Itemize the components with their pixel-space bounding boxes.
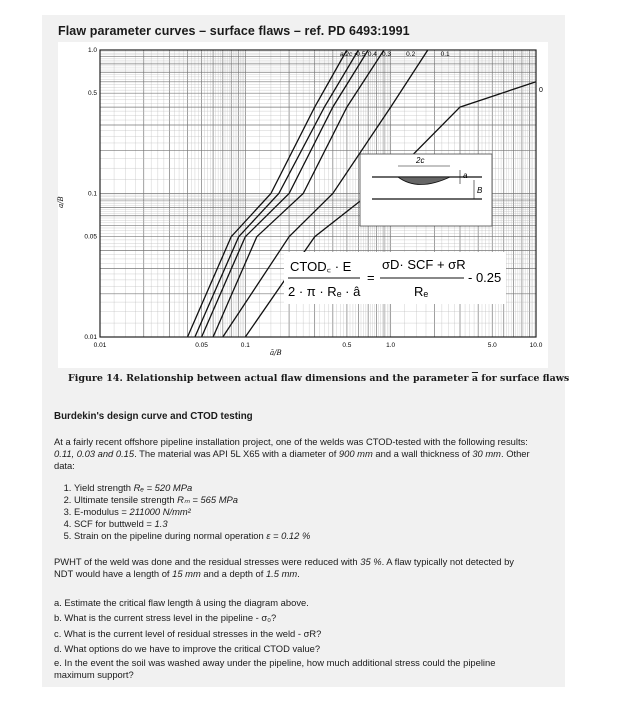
sketch-label-b: B — [477, 186, 483, 195]
intro-text-3: and a wall thickness of — [372, 448, 473, 459]
formula-left-denominator: 2 · π · Rₑ · â — [288, 284, 361, 299]
flaw-parameter-chart — [58, 42, 548, 368]
ratio-value-label: 0.4 — [367, 51, 377, 58]
right-curve-label: 0 — [539, 87, 543, 94]
ratio-value-label: 0.5 — [356, 51, 366, 58]
x-tick-label: 0.5 — [342, 342, 352, 349]
ctod-formula — [284, 252, 506, 304]
intro-text-4: . Other data: — [54, 448, 530, 471]
x-axis-label: ā/B — [270, 349, 282, 357]
y-tick-label: 0.01 — [84, 334, 97, 341]
list-item: 5. Strain on the pipeline during normal operation ε = 0.12 % — [74, 530, 530, 542]
y-axis-label: a/B — [57, 196, 65, 208]
figure-title: Flaw parameter curves – surface flaws – ref. PD 6493:1991 — [58, 24, 410, 38]
formula-equals: = — [367, 270, 375, 285]
y-tick-label: 0.05 — [84, 233, 97, 241]
formula-right-numerator: σD· SCF + σR — [382, 257, 466, 272]
section-title: Burdekin's design curve and CTOD testing — [54, 411, 253, 422]
list-item: 1. Yield strength Rₑ = 520 MPa — [74, 482, 530, 494]
figure-caption — [68, 373, 569, 384]
pwht-length: 15 mm — [172, 568, 201, 579]
pwht-paragraph — [54, 556, 532, 580]
sketch-label-2c: 2c — [416, 156, 425, 165]
y-tick-label: 0.1 — [87, 190, 97, 198]
ratio-value-label: 0.3 — [381, 51, 392, 58]
question-e: e. In the event the soil was washed away under the pipeline, how much additional stress could the pipeline maximum support? — [54, 657, 496, 680]
x-tick-label: 5.0 — [487, 342, 497, 349]
formula-right-denominator: Rₑ — [414, 284, 429, 299]
intro-paragraph — [54, 436, 532, 472]
list-item: 4. SCF for buttweld = 1.3 — [74, 518, 530, 530]
y-tick-label: 1.0 — [87, 47, 97, 54]
caption-symbol: $\overline{a}$ — [471, 373, 478, 384]
y-tick-label: 0.5 — [87, 90, 97, 98]
list-item: 2. Ultimate tensile strength Rₘ = 565 MPa — [74, 494, 530, 506]
pwht-text-2: . A flaw typically not detected by NDT would have a length of — [54, 556, 514, 579]
intro-text-2: . The material was API 5L X65 with a diameter of — [134, 448, 339, 459]
formula-left-numerator: CTOD꜀ · E — [290, 259, 352, 274]
x-tick-label: 1.0 — [386, 342, 396, 349]
intro-diameter: 900 mm — [338, 448, 373, 459]
x-tick-label: 0.05 — [195, 342, 208, 349]
ratio-value-label: 0.1 — [440, 51, 450, 58]
ratio-prefix: a/2c = — [340, 51, 358, 58]
sketch-label-a: a — [463, 171, 468, 180]
pwht-percent: 35 % — [360, 556, 382, 567]
data-list — [60, 482, 530, 542]
question-a: a. Estimate the critical flaw length â using the diagram above. — [54, 597, 309, 608]
x-tick-label: 0.01 — [93, 342, 107, 349]
pwht-text-3: and a depth of — [200, 568, 266, 579]
question-c: c. What is the current level of residual stresses in the weld - σR? — [54, 628, 322, 639]
flaw-sketch — [360, 154, 492, 226]
question-b: b. What is the current stress level in the pipeline - σ₀? — [54, 612, 277, 623]
pwht-text-4: . — [297, 568, 300, 579]
formula-tail: - 0.25 — [468, 270, 502, 285]
question-d: d. What options do we have to improve the critical CTOD value? — [54, 643, 321, 654]
x-tick-label: 0.1 — [240, 342, 250, 349]
intro-wall-thickness: 30 mm — [472, 448, 501, 459]
pwht-depth: 1.5 mm — [265, 568, 298, 579]
list-item: 3. E-modulus = 211000 N/mm² — [74, 506, 530, 518]
intro-results: 0.11, 0.03 and 0.15 — [54, 448, 135, 459]
ratio-value-label: 0.2 — [406, 51, 416, 58]
pwht-text-1: PWHT of the weld was done and the residual stresses were reduced with — [54, 556, 361, 567]
caption-suffix: for surface flaws — [478, 373, 570, 384]
caption-prefix: Figure 14. Relationship between actual flaw dimensions and the parameter — [68, 373, 472, 384]
intro-text-1: At a fairly recent offshore pipeline installation project, one of the welds was CTOD-tested with the following results: — [54, 436, 528, 447]
x-tick-label: 10.0 — [529, 342, 543, 349]
